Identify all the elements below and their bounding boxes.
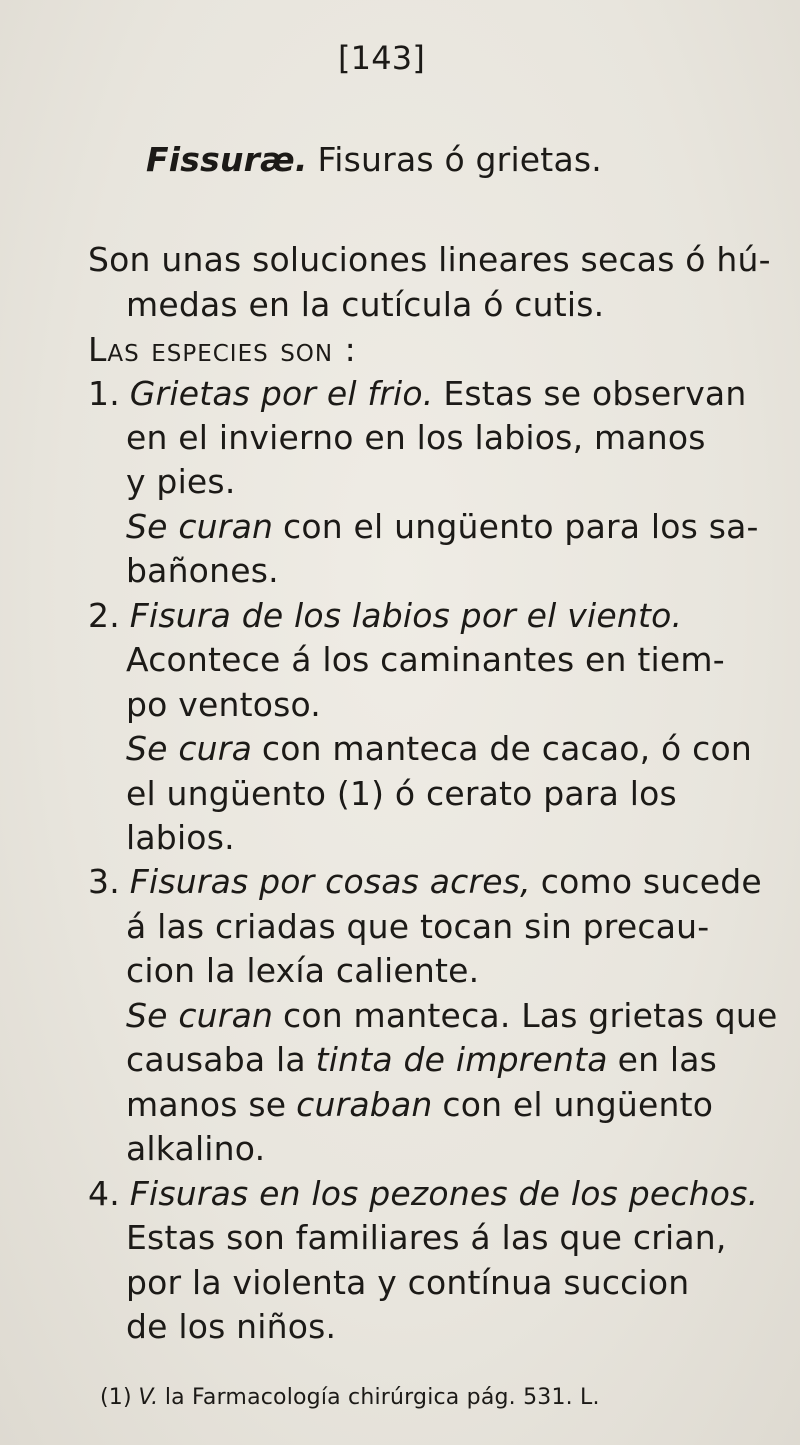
item-1-cure-line-2: bañones. bbox=[126, 551, 279, 590]
item-3-cure-2b: tinta de imprenta bbox=[315, 1040, 608, 1079]
item-1-name: Grietas por el frio. bbox=[129, 374, 434, 413]
item-3-cure-3c: con el ungüento bbox=[442, 1085, 714, 1124]
item-4-heading bbox=[88, 1174, 758, 1214]
item-1-text: Estas se observan bbox=[443, 374, 747, 413]
item-1-heading bbox=[88, 374, 746, 414]
item-3-cure bbox=[126, 996, 778, 1036]
item-4-line-3: por la violenta y contínua succion bbox=[126, 1263, 690, 1302]
item-1-line-2: en el invierno en los labios, manos bbox=[126, 418, 706, 457]
title-latin: Fissuræ. bbox=[146, 140, 308, 179]
item-3-cure-2c: en las bbox=[617, 1040, 718, 1079]
item-3-line-2: á las criadas que tocan sin precau- bbox=[126, 907, 710, 946]
item-3-cure-line-3 bbox=[126, 1085, 713, 1125]
item-1-number: 1. bbox=[88, 374, 120, 413]
item-2-cure-text: con manteca de cacao, ó con bbox=[261, 729, 752, 768]
footnote-mark: (1) bbox=[100, 1385, 132, 1410]
item-3-cure-label: Se curan bbox=[126, 996, 274, 1035]
species-label: Las especies son : bbox=[88, 330, 357, 369]
section-title bbox=[146, 140, 602, 180]
item-2-heading bbox=[88, 596, 682, 636]
item-3-cure-line-2 bbox=[126, 1040, 717, 1080]
intro-line-1: Son unas soluciones lineares secas ó hú- bbox=[88, 240, 771, 279]
footnote-text: la Farmacología chirúrgica pág. 531. L. bbox=[164, 1385, 600, 1410]
item-2-cure-label: Se cura bbox=[126, 729, 252, 768]
item-2-line-2: Acontece á los caminantes en tiem- bbox=[126, 640, 725, 679]
item-1-cure bbox=[126, 507, 759, 547]
item-3-heading bbox=[88, 862, 762, 902]
item-4-line-2: Estas son familiares á las que crian, bbox=[126, 1218, 727, 1257]
footnote bbox=[100, 1378, 600, 1418]
item-1-cure-label: Se curan bbox=[126, 507, 274, 546]
item-3-cure-text: con manteca. Las grietas que bbox=[283, 996, 778, 1035]
item-2-line-3: po ventoso. bbox=[126, 685, 321, 724]
item-2-name: Fisura de los labios por el viento. bbox=[129, 596, 683, 635]
intro-line-2: medas en la cutícula ó cutis. bbox=[126, 285, 605, 324]
item-4-line-4: de los niños. bbox=[126, 1307, 337, 1346]
item-1-cure-text: con el ungüento para los sa- bbox=[283, 507, 759, 546]
item-3-number: 3. bbox=[88, 862, 120, 901]
item-3-cure-2a: causaba la bbox=[126, 1040, 306, 1079]
item-2-number: 2. bbox=[88, 596, 120, 635]
page-number: [143] bbox=[338, 39, 426, 77]
item-4-number: 4. bbox=[88, 1174, 120, 1213]
item-4-name: Fisuras en los pezones de los pechos. bbox=[129, 1174, 759, 1213]
item-3-cure-line-4: alkalino. bbox=[126, 1129, 266, 1168]
item-3-text: como sucede bbox=[540, 862, 762, 901]
title-spanish: Fisuras ó grietas. bbox=[317, 140, 602, 179]
item-2-cure bbox=[126, 729, 752, 769]
item-2-cure-line-2: el ungüento (1) ó cerato para los bbox=[126, 774, 677, 813]
item-3-name: Fisuras por cosas acres, bbox=[129, 862, 531, 901]
item-1-line-3: y pies. bbox=[126, 462, 236, 501]
item-3-cure-3b: curaban bbox=[296, 1085, 433, 1124]
item-3-line-3: cion la lexía caliente. bbox=[126, 951, 480, 990]
footnote-v: V. bbox=[138, 1385, 159, 1410]
item-2-cure-line-3: labios. bbox=[126, 818, 235, 857]
item-3-cure-3a: manos se bbox=[126, 1085, 287, 1124]
